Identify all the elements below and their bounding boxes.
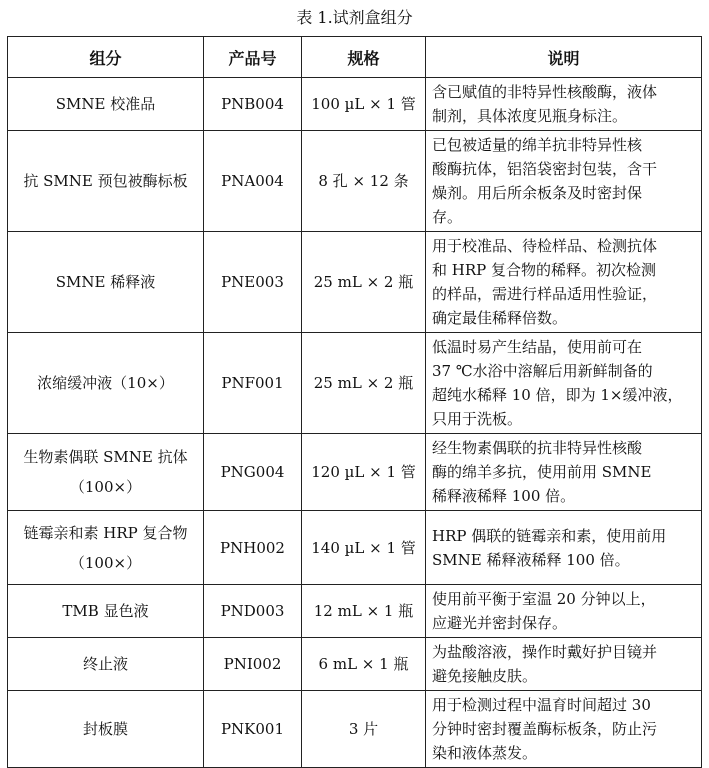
description-line: 经生物素偶联的抗非特异性核酸 — [432, 439, 643, 457]
component-cell — [8, 131, 204, 232]
component-cell — [8, 691, 204, 768]
table-row — [8, 691, 702, 768]
table-caption: 表 1.试剂盒组分 — [296, 8, 413, 27]
header-component: 组分 — [8, 37, 204, 78]
description-line: 和 HRP 复合物的稀释。初次检测 — [432, 261, 657, 279]
component-name: （100×） — [69, 478, 142, 496]
product-code-cell: PNI002 — [204, 638, 302, 691]
component-name: SMNE 校准品 — [55, 95, 156, 113]
component-cell — [8, 333, 204, 434]
description-cell — [426, 585, 702, 638]
component-name: 封板膜 — [82, 720, 128, 738]
product-code-cell: PNA004 — [204, 131, 302, 232]
specification-cell: 3 片 — [302, 691, 426, 768]
description-line: 分钟时密封覆盖酶标板条，防止污 — [432, 720, 658, 738]
description-line: 用于检测过程中温育时间超过 30 — [432, 696, 651, 714]
table-row — [8, 638, 702, 691]
description-cell — [426, 333, 702, 434]
component-name: 生物素偶联 SMNE 抗体 — [23, 448, 188, 466]
table-row — [8, 78, 702, 131]
description-line: 制剂，具体浓度见瓶身标注。 — [432, 107, 628, 125]
description-line: 37 ℃水浴中溶解后用新鲜制备的 — [432, 362, 653, 380]
description-cell — [426, 434, 702, 511]
product-code-cell: PNB004 — [204, 78, 302, 131]
specification-cell: 6 mL × 1 瓶 — [302, 638, 426, 691]
component-cell — [8, 585, 204, 638]
component-cell — [8, 78, 204, 131]
specification-cell: 12 mL × 1 瓶 — [302, 585, 426, 638]
specification-cell: 140 µL × 1 管 — [302, 511, 426, 585]
description-line: 避免接触皮肤。 — [432, 667, 538, 685]
component-cell — [8, 434, 204, 511]
specification-cell: 120 µL × 1 管 — [302, 434, 426, 511]
table-row — [8, 232, 702, 333]
product-code-cell: PNK001 — [204, 691, 302, 768]
description-line: 酶的绵羊多抗，使用前用 SMNE — [432, 463, 652, 481]
component-cell — [8, 511, 204, 585]
table-row — [8, 511, 702, 585]
table-row — [8, 434, 702, 511]
component-cell — [8, 638, 204, 691]
description-cell — [426, 691, 702, 768]
description-line: HRP 偶联的链霉亲和素，使用前用 — [432, 526, 667, 545]
header-description: 说明 — [426, 37, 702, 78]
product-code-cell: PNE003 — [204, 232, 302, 333]
description-line: SMNE 稀释液稀释 100 倍。 — [432, 550, 630, 569]
table-row — [8, 131, 702, 232]
component-cell — [8, 232, 204, 333]
product-code-cell: PNH002 — [204, 511, 302, 585]
description-line: 用于校准品、待检样品、检测抗体 — [432, 237, 658, 255]
description-line: 应避光并密封保存。 — [432, 614, 568, 632]
component-name: （100×） — [69, 553, 142, 572]
specification-cell: 8 孔 × 12 条 — [302, 131, 426, 232]
component-name: 抗 SMNE 预包被酶标板 — [23, 172, 188, 190]
component-name: 链霉亲和素 HRP 复合物 — [23, 523, 188, 542]
table-row — [8, 333, 702, 434]
header-specification: 规格 — [302, 37, 426, 78]
description-cell — [426, 78, 702, 131]
component-name: 终止液 — [82, 655, 128, 673]
product-code-cell: PND003 — [204, 585, 302, 638]
description-line: 燥剂。用后所余板条及时密封保 — [432, 184, 643, 202]
description-line: 为盐酸溶液，操作时戴好护目镜并 — [432, 643, 658, 661]
description-line: 超纯水稀释 10 倍，即为 1×缓冲液， — [432, 386, 683, 404]
component-name: SMNE 稀释液 — [55, 273, 156, 291]
description-line: 染和液体蒸发。 — [432, 744, 538, 762]
component-name: 浓缩缓冲液（10×） — [37, 374, 174, 392]
description-cell — [426, 232, 702, 333]
description-line: 已包被适量的绵羊抗非特异性核 — [432, 136, 643, 154]
description-cell — [426, 511, 702, 585]
description-line: 的样品，需进行样品适用性验证， — [432, 285, 658, 303]
description-line: 低温时易产生结晶，使用前可在 — [432, 338, 643, 356]
description-cell — [426, 131, 702, 232]
table-row — [8, 585, 702, 638]
description-line: 稀释液稀释 100 倍。 — [432, 487, 576, 505]
reagent-kit-table — [7, 36, 702, 768]
table-header-row — [8, 37, 702, 78]
description-cell — [426, 638, 702, 691]
description-line: 只用于洗板。 — [432, 410, 523, 428]
specification-cell: 25 mL × 2 瓶 — [302, 232, 426, 333]
component-name: TMB 显色液 — [62, 602, 149, 620]
description-line: 使用前平衡于室温 20 分钟以上， — [432, 590, 656, 608]
description-line: 确定最佳稀释倍数。 — [432, 309, 568, 327]
product-code-cell: PNF001 — [204, 333, 302, 434]
header-product-code: 产品号 — [204, 37, 302, 78]
description-line: 含已赋值的非特异性核酸酶，液体 — [432, 83, 658, 101]
product-code-cell: PNG004 — [204, 434, 302, 511]
description-line: 存。 — [432, 208, 463, 226]
specification-cell: 25 mL × 2 瓶 — [302, 333, 426, 434]
description-line: 酸酶抗体，铝箔袋密封包装，含干 — [432, 160, 658, 178]
specification-cell: 100 µL × 1 管 — [302, 78, 426, 131]
